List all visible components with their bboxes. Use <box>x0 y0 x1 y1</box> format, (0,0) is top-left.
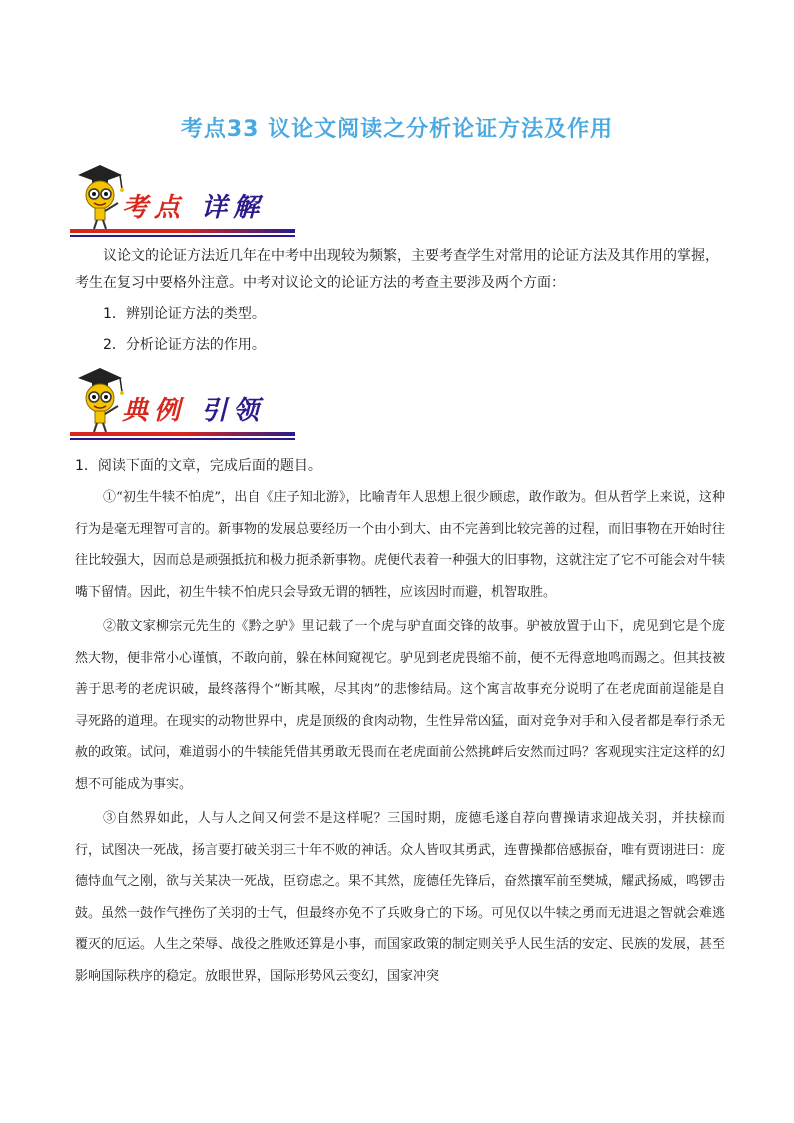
banner-heading <box>122 390 265 427</box>
article-paragraph-2: ②散文家柳宗元先生的《黔之驴》里记载了一个虎与驴直面交锋的故事。驴被放置于山下，虎见到它是个庞然大物，便非常小心谨慎，不敢向前，躲在林间窥视它。驴见到老虎畏缩不前，便不无得意地鸣而踢之。但其技被善于思考的老虎识破，最终落得个“断其喉，尽其肉”的悲惨结局。这个寓言故事充分说明了在老虎面前逞能是自寻死路的道理。在现实的动物世界中，虎是顶级的食肉动物，生性异常凶猛，面对竞争对手和入侵者都是奉行杀无赦的政策。试问，难道弱小的牛犊能凭借其勇敢无畏而在老虎面前公然挑衅后安然而过吗？客观现实注定这样的幻想不可能成为事实。 <box>75 619 726 792</box>
banner-heading-part1: 典 <box>122 396 155 426</box>
banner-underline <box>70 432 295 436</box>
reading-article <box>75 482 725 995</box>
intro-paragraph: 议论文的论证方法近几年在中考中出现较为频繁，主要考查学生对常用的论证方法及其作用的掌握，考生在复习中要格外注意。中考对议论文的论证方法的考查主要涉及两个方面： <box>75 248 719 291</box>
question-prompt: 1．阅读下面的文章，完成后面的题目。 <box>75 458 322 474</box>
scholar-mascot-icon <box>70 163 130 233</box>
banner-heading-part2: 详解 <box>201 193 266 223</box>
banner-underline <box>70 229 295 233</box>
banner-heading-part3: 引领 <box>201 396 266 426</box>
article-paragraph-1: ①“初生牛犊不怕虎”，出自《庄子知北游》，比喻青年人思想上很少顾虑，敢作敢为。但从哲学上来说，这种行为是毫无理智可言的。新事物的发展总要经历一个由小到大、由不完善到比较完善的过程，而旧事物在开始时往往比较强大，因而总是顽强抵抗和极力扼杀新事物。虎便代表着一种强大的旧事物，这就注定了它不可能会对牛犊嘴下留情。因此，初生牛犊不怕虎只会导致无谓的牺牲，应该因时而避，机智取胜。 <box>75 490 726 600</box>
banner-underline-thin <box>70 438 295 440</box>
banner-underline-thin <box>70 235 295 237</box>
intro-section <box>75 243 725 359</box>
banner-heading-part2: 例 <box>154 396 187 426</box>
article-paragraph-3: ③自然界如此，人与人之间又何尝不是这样呢？三国时期，庞德毛遂自荐向曹操请求迎战关羽，并扶榇而行，试图决一死战，扬言要打破关羽三十年不败的神话。众人皆叹其勇武，连曹操都倍感振奋，唯有贾诩进曰：庞德恃血气之刚，欲与关某决一死战，臣窃虑之。果不其然，庞德任先锋后，奋然攘军前至樊城，耀武扬威，鸣锣击鼓。虽然一鼓作气挫伤了关羽的士气，但最终亦免不了兵败身亡的下场。可见仅以牛犊之勇而无进退之智就会难逃覆灭的厄运。人生之荣辱、战役之胜败还算是小事，而国家政策的制定则关乎人民生活的安定、民族的发展，甚至影响国际秩序的稳定。放眼世界，国际形势风云变幻，国家冲突 <box>75 811 726 984</box>
intro-item-1: 1．辨别论证方法的类型。 <box>103 306 266 322</box>
banner-heading-part1: 考点 <box>122 193 187 223</box>
intro-item-2: 2．分析论证方法的作用。 <box>103 337 266 353</box>
page-title: 考点33 议论文阅读之分析论证方法及作用 <box>180 117 614 142</box>
section-banner-kaodian <box>70 163 295 243</box>
banner-heading <box>122 187 265 224</box>
scholar-mascot-icon <box>70 366 130 436</box>
section-banner-dianli <box>70 366 295 446</box>
